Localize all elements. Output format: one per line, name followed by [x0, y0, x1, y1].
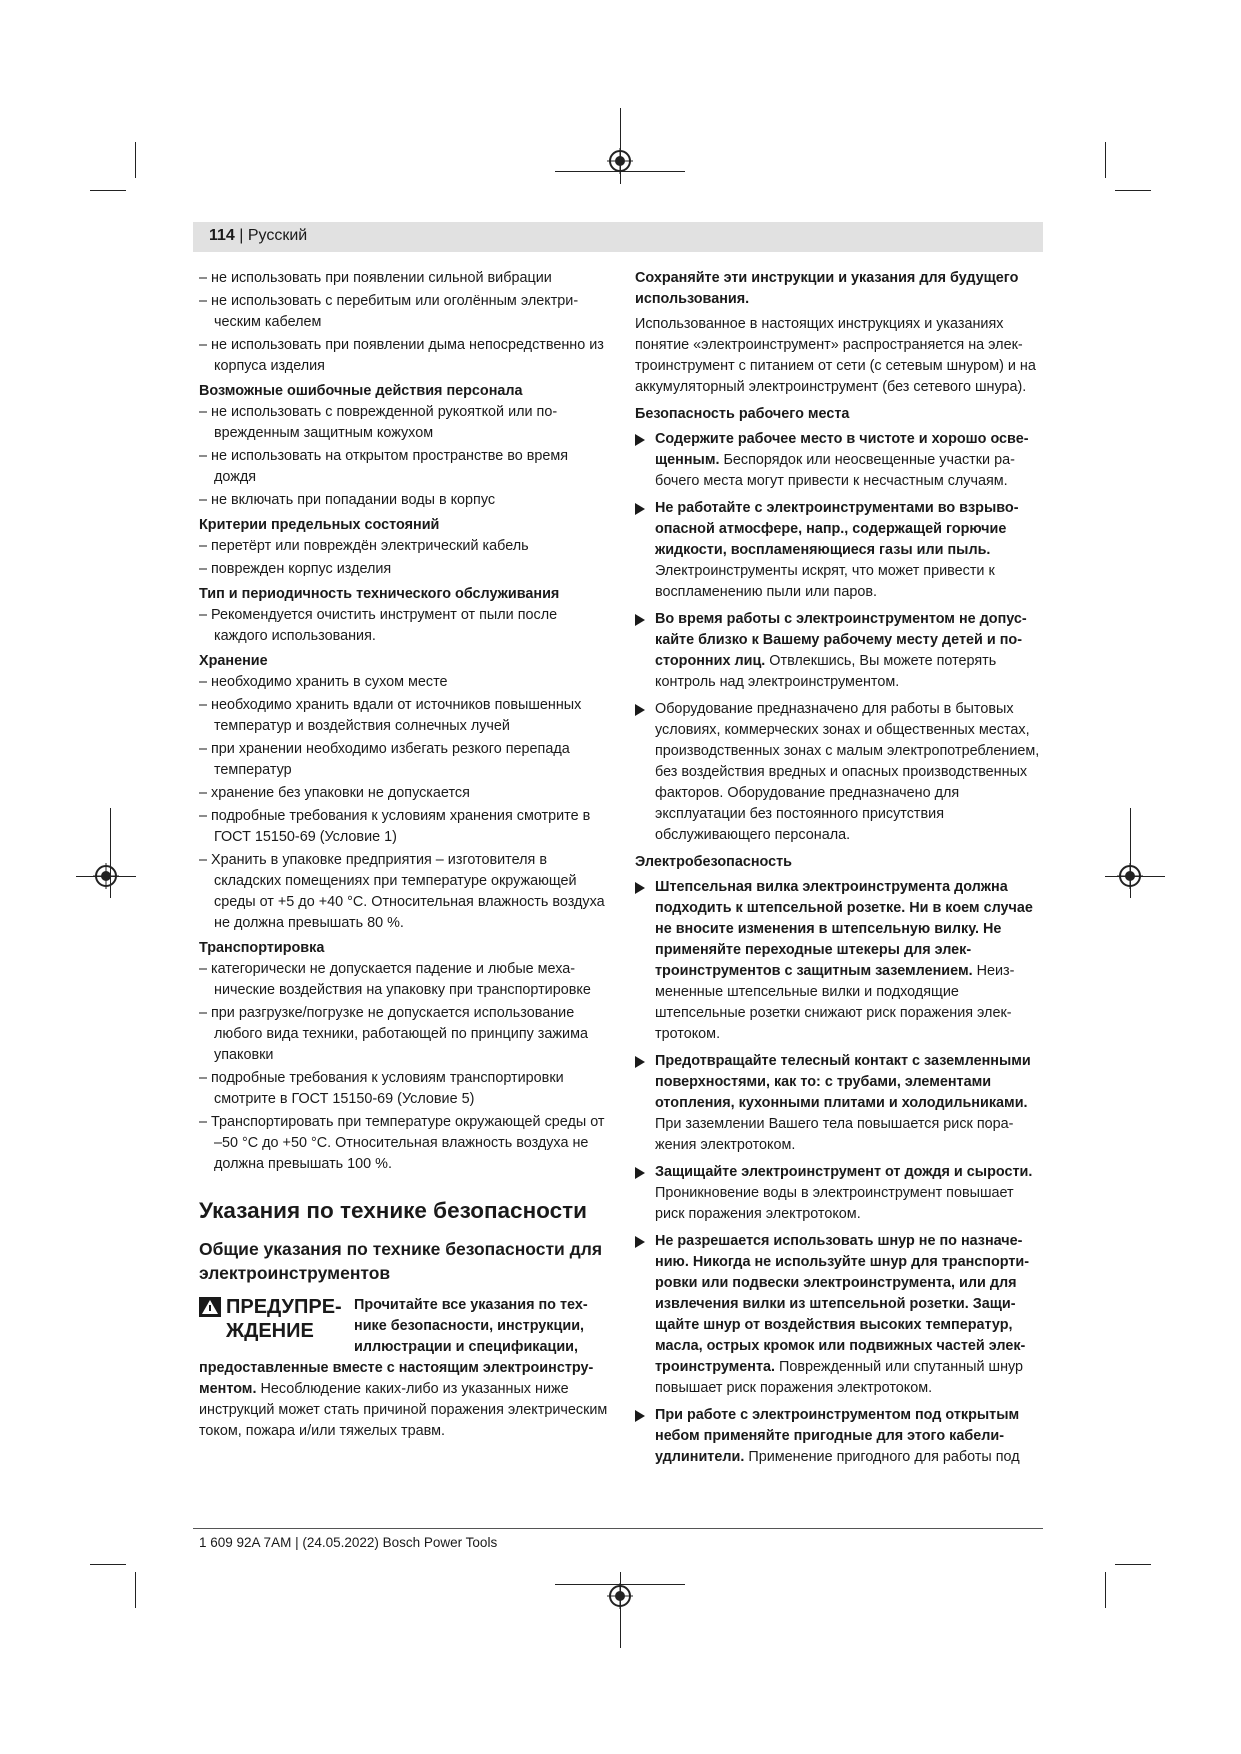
list-item: – не использовать при появлении дыма непосредственно из корпуса изделия — [199, 337, 604, 374]
warning-title: ПРЕДУПРЕЖДЕНИЕ — [226, 1296, 342, 1342]
list-item: Предотвращайте телесный контакт с заземленными поверхностями, как то: с трубами, элементами отопления, кухонными плитами и холодильниками. При заземлении Вашего тела повышается риск поражения электротоком. — [635, 1051, 1045, 1156]
list-item: – при разгрузке/погрузке не допускается использование любого вида техники, работающей по принципу зажима упаковки — [199, 1005, 588, 1063]
list-item: – Хранить в упаковке предприятия – изготовителя в складских помещениях при температуре окружающей среды от +5 до +40 °C. Относительная влажность воздуха не должна превышать 80 %. — [199, 852, 605, 931]
list-item: – перетёрт или повреждён электрический кабель — [199, 538, 529, 554]
list-item: – поврежден корпус изделия — [199, 561, 392, 577]
warning-bold-text: Прочитайте все указания по технике безопасности, инструкции, иллюстрации и спецификации, — [354, 1297, 588, 1355]
list-item: – Транспортировать при температуре окружающей среды от –50 °C до +50 °C. Относительная влажность воздуха не должна превышать 100 %. — [199, 1114, 605, 1172]
section-title: Общие указания по технике безопасности для электроинструментов — [199, 1239, 603, 1283]
warning-body — [199, 1358, 611, 1442]
page-number-line: 114 | Русский — [209, 227, 308, 244]
crop-mark — [1115, 1564, 1151, 1565]
section-heading: Безопасность рабочего места — [635, 406, 850, 422]
warning-bold-continued: предоставленные вместе с настоящим электроинструментом. — [199, 1360, 594, 1397]
section-heading: Транспортировка — [199, 940, 325, 956]
left-column — [199, 268, 611, 1448]
list-item: Оборудование предназначено для работы в бытовых условиях, коммерческих зонах и общественных местах, производственных зонах с малым электропотреблением, без воздействия вредных и опасных производственных факторов. Оборудование предназначено для эксплуатации без постоянного присутствия обслуживающего персонала. — [635, 699, 1045, 846]
warning-text: Несоблюдение каких-либо из указанных ниже инструкций может стать причиной поражения электрическим током, пожара и/или тяжелых травм. — [199, 1381, 608, 1439]
list-item: – не использовать с перебитым или оголённым электрическим кабелем — [199, 293, 579, 330]
crop-mark — [135, 1572, 136, 1608]
crop-mark — [90, 190, 126, 191]
warning-label — [199, 1295, 354, 1358]
page-header — [193, 222, 1043, 252]
bullet-triangle-icon — [635, 1410, 645, 1422]
section-heading: Хранение — [199, 653, 268, 669]
list-item: – не использовать при появлении сильной вибрации — [199, 270, 552, 286]
bullet-triangle-icon — [635, 434, 645, 446]
list-item: – не использовать на открытом пространстве во время дождя — [199, 448, 569, 485]
list-item: Содержите рабочее место в чистоте и хорошо освещенным. Беспорядок или неосвещенные участки рабочего места могут привести к несчастным случаям. — [635, 429, 1045, 492]
list-item: Во время работы с электроинструментом не допускайте близко к Вашему рабочему месту детей и посторонних лиц. Отвлекшись, Вы можете потерять контроль над электроинструментом. — [635, 609, 1045, 693]
list-item: – категорически не допускается падение и любые механические воздействия на упаковку при транспортировке — [199, 961, 591, 998]
footer-rule — [193, 1528, 1043, 1529]
intro-paragraph: Использованное в настоящих инструкциях и указаниях понятие «электроинструмент» распространяется на электроинструмент с питанием от сети (с сетевым шнуром) и на аккумуляторный электроинструмент (без сетевого шнура). — [635, 316, 1036, 395]
bullet-triangle-icon — [635, 1236, 645, 1248]
section-heading: Возможные ошибочные действия персонала — [199, 383, 523, 399]
page-number: 114 — [209, 227, 235, 244]
warning-block — [199, 1295, 611, 1358]
list-item: – Рекомендуется очистить инструмент от пыли после каждого использования. — [199, 607, 558, 644]
language-label: Русский — [247, 227, 308, 244]
list-item: Не работайте с электроинструментами во взрывоопасной атмосфере, напр., содержащей горючие жидкости, воспламеняющиеся газы или пыль. Электроинструменты искрят, что может привести к воспламенению пыли или паров. — [635, 498, 1045, 603]
list-item: – хранение без упаковки не допускается — [199, 785, 470, 801]
section-heading: Тип и периодичность технического обслуживания — [199, 586, 560, 602]
list-item: – не использовать с поврежденной рукояткой или поврежденным защитным кожухом — [199, 404, 558, 441]
list-item: – необходимо хранить в сухом месте — [199, 674, 448, 690]
list-item: – подробные требования к условиям хранения смотрите в ГОСТ 15150-69 (Условие 1) — [199, 808, 591, 845]
list-item: Защищайте электроинструмент от дождя и сырости. Проникновение воды в электроинструмент повышает риск поражения электротоком. — [635, 1162, 1045, 1225]
page-footer: 1 609 92A 7AM | (24.05.2022) Bosch Power Tools — [199, 1535, 498, 1550]
crop-mark — [1105, 142, 1106, 178]
bullet-triangle-icon — [635, 704, 645, 716]
section-heading: Электробезопасность — [635, 854, 793, 870]
right-column — [635, 268, 1045, 1474]
list-item: – при хранении необходимо избегать резкого перепада температур — [199, 741, 570, 778]
list-item: При работе с электроинструментом под открытым небом применяйте пригодные для этого кабелиудлинители. Применение пригодного для работы под — [635, 1405, 1045, 1468]
crop-mark — [1105, 1572, 1106, 1608]
bullet-triangle-icon — [635, 503, 645, 515]
list-item: – не включать при попадании воды в корпус — [199, 492, 496, 508]
section-heading: Критерии предельных состояний — [199, 517, 440, 533]
crop-mark — [90, 1564, 126, 1565]
registration-mark-icon — [607, 1583, 633, 1609]
registration-mark-icon — [607, 148, 633, 174]
crop-mark — [135, 142, 136, 178]
warning-icon — [199, 1297, 221, 1317]
list-item: Не разрешается использовать шнур не по назначению. Никогда не используйте шнур для транспортировки или подвески электроинструмента, или для извлечения вилки из штепсельной розетки. Защищайте шнур от воздействия высоких температур, масла, острых кромок или подвижных частей электроинструмента. Поврежденный или спутанный шнур повышает риск поражения электротоком. — [635, 1231, 1045, 1399]
registration-mark-icon — [1117, 863, 1143, 889]
list-item: – подробные требования к условиям транспортировки смотрите в ГОСТ 15150-69 (Условие 5) — [199, 1070, 564, 1107]
list-item: – необходимо хранить вдали от источников повышенных температур и воздействия солнечных лучей — [199, 697, 582, 734]
list-item: Штепсельная вилка электроинструмента должна подходить к штепсельной розетке. Ни в коем случае не вносите изменения в штепсельную вилку. Не применяйте переходные штекеры для электроинструментов с защитным заземлением. Неизмененные штепсельные вилки и подходящие штепсельные розетки снижают риск поражения электротоком. — [635, 877, 1045, 1045]
chapter-title: Указания по технике безопасности — [199, 1198, 587, 1223]
bullet-triangle-icon — [635, 614, 645, 626]
bullet-triangle-icon — [635, 1167, 645, 1179]
crop-mark — [1115, 190, 1151, 191]
section-heading: Сохраняйте эти инструкции и указания для будущего использования. — [635, 270, 1019, 307]
bullet-triangle-icon — [635, 1056, 645, 1068]
registration-mark-icon — [93, 863, 119, 889]
bullet-triangle-icon — [635, 882, 645, 894]
